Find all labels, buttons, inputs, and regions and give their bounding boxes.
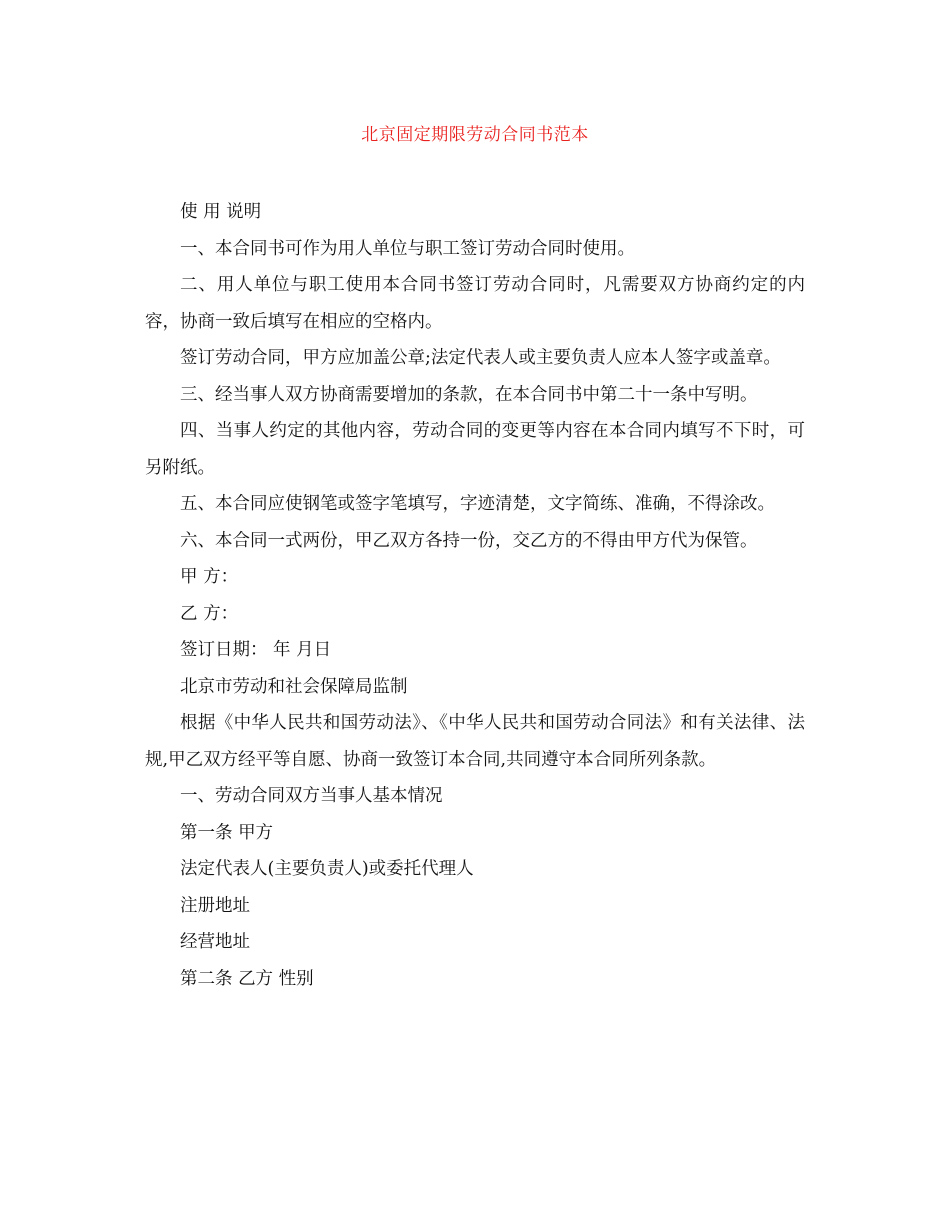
paragraph: 一、劳动合同双方当事人基本情况 <box>180 786 443 806</box>
paragraph: 六、本合同一式两份，甲乙双方各持一份，交乙方的不得由甲方代为保管。 <box>180 530 758 551</box>
paragraph: 法定代表人(主要负责人)或委托代理人 <box>180 859 474 879</box>
paragraph: 甲 方： <box>180 567 239 587</box>
paragraph: 二、用人单位与职工使用本合同书签订劳动合同时，凡需要双方协商约定的内容，协商一致后填写在相应的空格内。 <box>145 275 805 332</box>
document-body <box>145 194 805 997</box>
document-title: 北京固定期限劳动合同书范本 <box>361 125 589 145</box>
paragraph: 使 用 说明 <box>180 202 262 222</box>
paragraph: 第一条 甲方 <box>180 822 274 843</box>
paragraph: 一、本合同书可作为用人单位与职工签订劳动合同时使用。 <box>180 238 635 259</box>
paragraph: 北京市劳动和社会保障局监制 <box>180 676 408 697</box>
paragraph: 四、当事人约定的其他内容，劳动合同的变更等内容在本合同内填写不下时，可另附纸。 <box>145 421 805 478</box>
paragraph: 五、本合同应使钢笔或签字笔填写，字迹清楚，文字简练、准确，不得涂改。 <box>180 494 775 514</box>
paragraph: 经营地址 <box>180 932 250 952</box>
paragraph: 乙 方： <box>180 603 239 624</box>
paragraph: 三、经当事人双方协商需要增加的条款，在本合同书中第二十一条中写明。 <box>180 384 758 405</box>
paragraph: 第二条 乙方 性别 <box>180 968 314 989</box>
paragraph: 注册地址 <box>180 895 250 916</box>
paragraph: 签订日期： 年 月日 <box>180 640 332 660</box>
paragraph: 签订劳动合同，甲方应加盖公章;法定代表人或主要负责人应本人签字或盖章。 <box>180 348 781 368</box>
paragraph: 根据《中华人民共和国劳动法》、《中华人民共和国劳动合同法》和有关法律、法规,甲乙双方经平等自愿、协商一致签订本合同,共同遵守本合同所列条款。 <box>145 713 805 770</box>
